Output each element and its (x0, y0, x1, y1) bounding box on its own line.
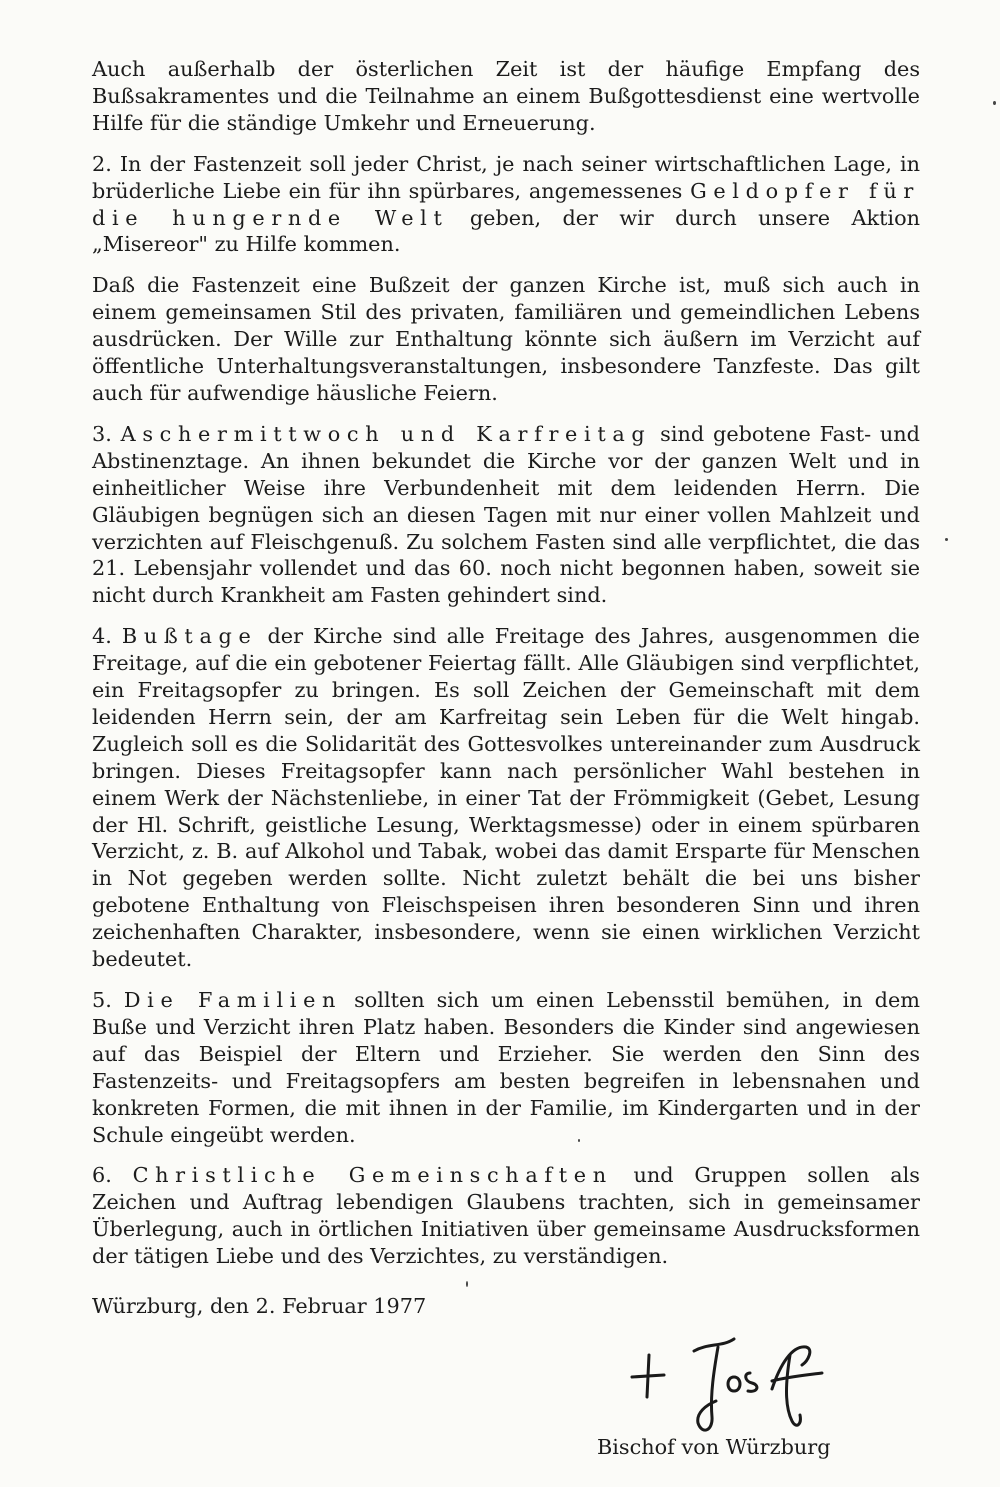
emphasis-spaced: Christliche Gemeinschaften (132, 1163, 613, 1188)
paragraph-text: sollten sich um einen Lebensstil bemühen, in dem Buße und Verzicht ihren Platz haben. Besonders die Kinder sind angewiesen auf das Beispiel der Eltern und Erzieher. Sie werden den Sinn des Fastenzeits- und Freitagsopfers am besten begreifen in lebensnahen und konkreten Formen, die mit ihnen in der Familie, im Kindergarten und in der Schule eingeübt werden. (92, 988, 920, 1147)
signer-title: Bischof von Würzburg (597, 1435, 831, 1459)
emphasis-spaced: Aschermittwoch und Karfreitag (120, 421, 652, 446)
paragraph-fastenzeit (92, 272, 920, 407)
paragraph-text: der Kirche sind alle Freitage des Jahres, ausgenommen die Freitage, auf die ein gebotener Feiertag fällt. Alle Gläubigen sind verpflichtet, ein Freitagsopfer zu bringen. Es soll Zeichen der Gemeinschaft mit dem leidenden Herrn sein, der am Karfreitag sein Leben für die Welt hingab. Zugleich soll es die Solidarität des Gottesvolkes untereinander zum Ausdruck bringen. Dieses Freitagsopfer kann nach persönlicher Wahl bestehen in einem Werk der Nächstenliebe, in einer Tat der Frömmigkeit (Gebet, Lesung der Hl. Schrift, geistliche Lesung, Werktagsmesse) oder in einem spürbaren Verzicht, z. B. auf Alkohol und Tabak, wobei das damit Ersparte für Menschen in Not gegeben werden sollte. Nicht zuletzt behält die bei uns bisher gebotene Enthaltung von Fleischspeisen ihren besonderen Sinn und ihren zeichenhaften Charakter, insbesondere, wenn sie einen wirklichen Verzicht bedeutet. (92, 624, 920, 972)
paragraph-number: 5. (92, 988, 112, 1012)
paragraph-2 (92, 151, 920, 259)
paragraph-text: Auch außerhalb der österlichen Zeit ist der häufige Empfang des Bußsakramentes und die Teilnahme an einem Bußgottesdienst eine wertvolle Hilfe für die ständige Umkehr und Erneuerung. (92, 57, 920, 135)
paragraph-number: 4. (92, 624, 112, 649)
scan-speck (466, 1281, 468, 1287)
paragraph-4 (92, 623, 920, 973)
emphasis-spaced: Die Familien (123, 988, 343, 1012)
scan-speck (993, 101, 996, 105)
signature-image (622, 1325, 852, 1445)
scan-speck (578, 1139, 580, 1142)
paragraph-6 (92, 1162, 920, 1270)
paragraph-5 (92, 987, 920, 1148)
paragraph-text: Daß die Fastenzeit eine Bußzeit der ganzen Kirche ist, muß sich auch in einem gemeinsamen Stil des privaten, familiären und gemeindlichen Lebens ausdrücken. Der Wille zur Enthaltung könnte sich äußern im Verzicht auf öffentliche Unterhaltungsveranstaltungen, insbesondere Tanzfeste. Das gilt auch für aufwendige häusliche Feiern. (92, 273, 920, 405)
paragraph-intro (92, 56, 920, 137)
paragraph-text: sind gebotene Fast- und Abstinenztage. An ihnen bekundet die Kirche vor der ganzen Welt und in einheitlicher Weise ihre Verbundenheit mit dem leidenden Herrn. Die Gläubigen begnügen sich an diesen Tagen mit nur einer vollen Mahlzeit und verzichten auf Fleischgenuß. Zu solchem Fasten sind alle verpflichtet, die das 21. Lebensjahr vollendet und das 60. noch nicht begonnen haben, soweit sie nicht durch Krankheit am Fasten gehindert sind. (92, 421, 920, 608)
paragraph-text: und Gruppen sollen als Zeichen und Auftrag lebendigen Glaubens trachten, sich in gemeinsamer Überlegung, auch in örtlichen Initiativen über gemeinsame Ausdrucksformen der tätigen Liebe und des Verzichtes, zu verständigen. (92, 1163, 920, 1269)
emphasis-spaced: Geldopfer für die hungernde Welt (92, 178, 920, 230)
letter-body (92, 56, 920, 1284)
scan-speck (945, 538, 948, 541)
paragraph-number: 3. (92, 421, 112, 446)
paragraph-3 (92, 421, 920, 609)
date-line: Würzburg, den 2. Februar 1977 (92, 1294, 427, 1318)
paragraph-text: In der Fastenzeit soll jeder Christ, je nach seiner wirtschaftlichen Lage, in brüderliche Liebe ein für ihn spürbares, angemessenes (92, 151, 920, 203)
paragraph-number: 2. (92, 151, 112, 176)
emphasis-spaced: Bußtage (121, 624, 258, 649)
paragraph-text: geben, der wir durch unsere Aktion „Misereor" zu Hilfe kommen. (92, 205, 920, 257)
paragraph-number: 6. (92, 1163, 112, 1188)
